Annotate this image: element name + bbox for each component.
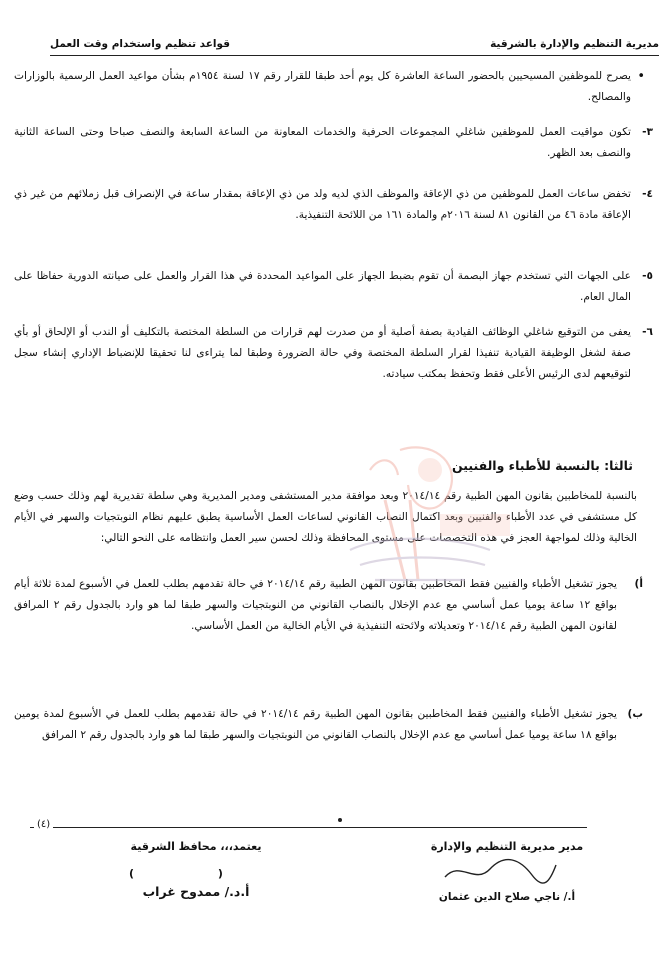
signatory-title: يعتمد،،، محافظ الشرقية xyxy=(130,840,262,853)
section-heading: ثالثا: بالنسبة للأطباء والفنيين xyxy=(452,458,633,473)
paragraph-number: ٥- xyxy=(642,270,653,282)
footer-rule xyxy=(30,827,587,828)
page-header xyxy=(50,34,659,54)
paragraph-3 xyxy=(14,122,653,164)
item-b xyxy=(14,704,643,746)
paragraph-text: يجوز تشغيل الأطباء والفنيين فقط المخاطبين بقانون المهن الطبية رقم ٢٠١٤/١٤ في حالة تقدمهم بطلب للعمل في الأسبوع لمدة ثلاثة أيام بواقع ١٢ ساعة يوميا عمل أساسي مع عدم الإخلال بالنصاب القانوني من النوبتجيات والسهر طبقا لما هو وارد بالجدول رقم ٢ المرافق لقانون المهن الطبية رقم ٢٠١٤/١٤ وتعديلاته ولائحته التنفيذية في الأيام الخالية من العمل الأساسي. xyxy=(14,578,617,632)
signatory-name: أ.د./ ممدوح غراب xyxy=(142,884,250,899)
signatory-name: أ./ ناجي صلاح الدين عثمان xyxy=(438,891,576,903)
signatory-title: مدير مديرية التنظيم والإدارة xyxy=(430,840,584,853)
paragraph-4 xyxy=(14,184,653,226)
paragraph-text: يصرح للموظفين المسيحيين بالحضور الساعة العاشرة كل يوم أحد طبقا للقرار رقم ١٧ لسنة ١٩٥٤م بشأن مواعيد العمل الرسمية بالوزارات والمصالح. xyxy=(14,70,631,103)
paragraph-number: ٦- xyxy=(642,326,653,338)
paragraph-5 xyxy=(14,266,653,308)
item-a xyxy=(14,574,643,637)
paragraph-text: تكون مواقيت العمل للموظفين شاغلي المجموعات الحرفية والخدمات المعاونة من الساعة السابعة والنصف صباحا وحتى الساعة الثانية والنصف بعد الظهر. xyxy=(14,126,631,159)
center-mark xyxy=(338,818,342,822)
office-name: مديرية التنظيم والإدارة بالشرقية xyxy=(490,38,659,50)
paragraph-text: تخفض ساعات العمل للموظفين من ذي الإعاقة والموظف الذي لديه ولد من ذي الإعاقة بمقدار ساعة في الإنصراف قبل زملائهم من غير ذي الإعاقة مادة ٤٦ من القانون ٨١ لسنة ٢٠١٦م والمادة ١٦١ من اللائحة التنفيذية. xyxy=(14,188,631,221)
paragraph-number: ٤- xyxy=(642,188,653,200)
paragraph-text: بالنسبة للمخاطبين بقانون المهن الطبية رقم ٢٠١٤/١٤ وبعد موافقة مدير المستشفى ومدير المديرية وهي سلطة تقديرية لهم وذلك حسب وضع كل مستشفى في عدد الأطباء والفنيين وبعد اكتمال النصاب القانوني لساعات العمل الأساسية يطبق عليهم نظام النوبتجيات والسهر في الأيام الخالية وذلك لمواجهة العجز في هذه التخصصات على مستوى المحافظة وذلك لحسن سير العمل وانتظامه على النحو التالي: xyxy=(14,490,637,544)
paragraph-text: على الجهات التي تستخدم جهاز البصمة أن تقوم بضبط الجهاز على المواعيد المحددة في هذا القرار والعمل على صيانته الدورية حفاظا على المال العام. xyxy=(14,270,631,303)
signature-block-governor xyxy=(86,840,306,899)
item-marker: أ) xyxy=(634,578,643,590)
paragraph-number: ٣- xyxy=(642,126,653,138)
page-number: (٤) xyxy=(34,819,53,830)
paragraph-text: يعفى من التوقيع شاغلي الوظائف القيادية بصفة أصلية أو من صدرت لهم قرارات من السلطة المختصة بالتكليف أو الندب أو الإلحاق أو بأي صفة لشغل الوظيفة القيادية تنفيذا لقرار السلطة المختصة وفي حالة الضرورة وطبقا لما يتراءى لنا تحقيقا للإنضباط الإداري إنشاء سجل لتوقيعهم لدى الرئيس الأعلى فقط وتحفظ بمكتب سيادته. xyxy=(14,326,631,380)
header-rule xyxy=(50,55,659,56)
paragraph-text: يجوز تشغيل الأطباء والفنيين فقط المخاطبين بقانون المهن الطبية رقم ٢٠١٤/١٤ في حالة تقدمهم بطلب للعمل في الأسبوع لمدة يومين بواقع ١٨ ساعة يوميا عمل أساسي مع عدم الإخلال بالنصاب القانوني من النوبتجيات والسهر طبقا لما هو وارد بالجدول رقم ٢ المرافق xyxy=(14,708,618,741)
section-intro xyxy=(14,486,637,549)
document-title: قواعد تنظيم واستخدام وقت العمل xyxy=(50,38,230,50)
item-marker: ب) xyxy=(627,708,643,720)
paragraph-6 xyxy=(14,322,653,385)
signature-placeholder: ( ) xyxy=(129,867,263,880)
signature-block-director xyxy=(377,840,637,903)
paragraph-sunday-rule xyxy=(14,66,631,108)
